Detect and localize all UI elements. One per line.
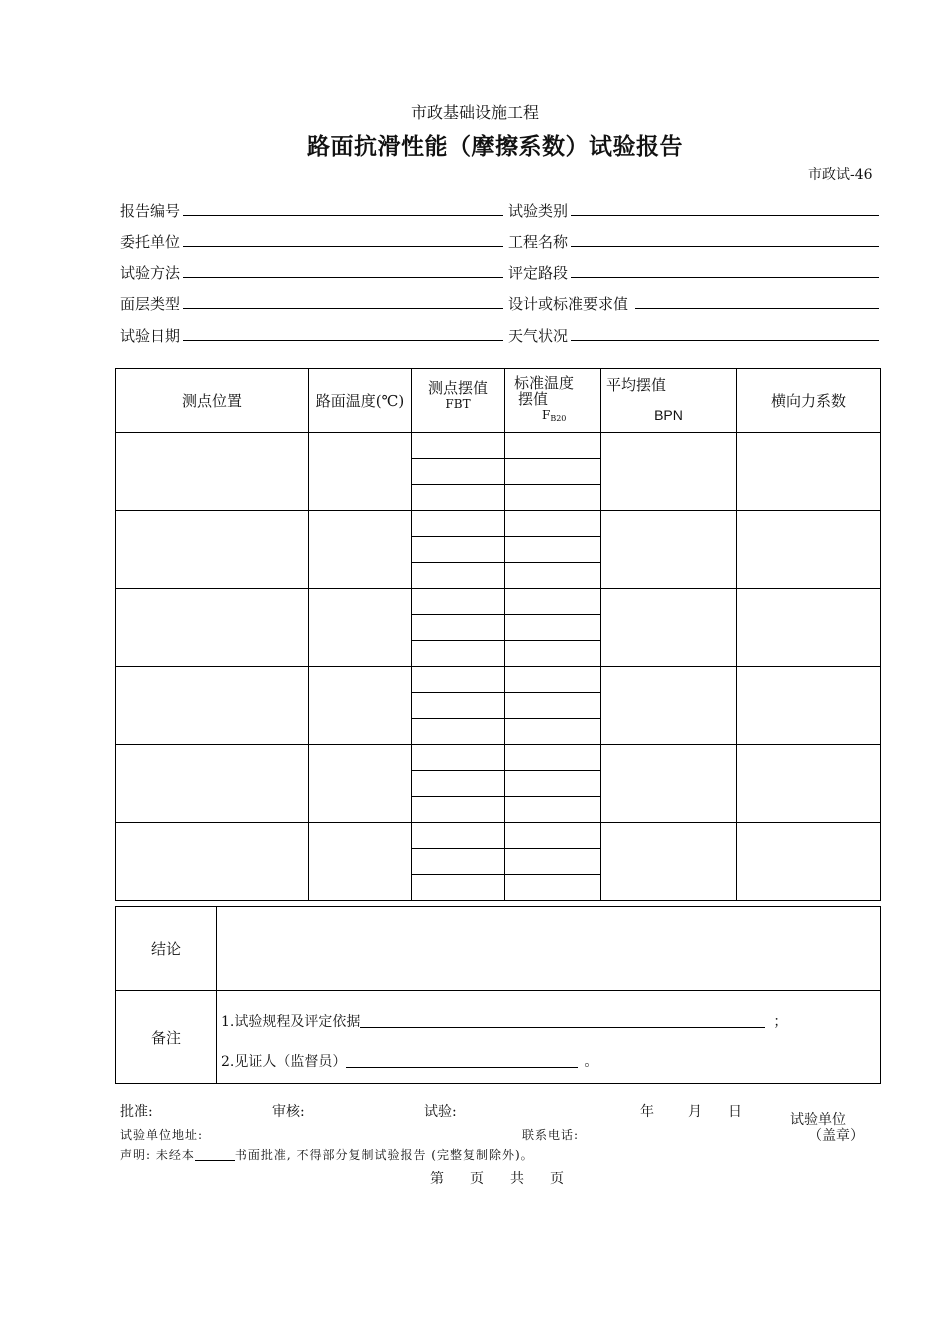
temperature-cell[interactable] bbox=[309, 589, 412, 667]
friction-data-table bbox=[115, 368, 881, 901]
pendulum-cell[interactable] bbox=[412, 459, 505, 485]
pendulum-cell[interactable] bbox=[412, 745, 505, 771]
table-row bbox=[116, 511, 881, 537]
pendulum-cell[interactable] bbox=[412, 875, 505, 901]
pendulum-cell[interactable] bbox=[412, 537, 505, 563]
pendulum-cell[interactable] bbox=[412, 641, 505, 667]
average-cell[interactable] bbox=[601, 823, 737, 901]
remarks-row bbox=[116, 991, 881, 1084]
standard-value-cell[interactable] bbox=[505, 589, 601, 615]
weather-field[interactable] bbox=[571, 340, 879, 341]
location-cell[interactable] bbox=[116, 511, 309, 589]
header-avg-line1: 平均摆值 bbox=[606, 376, 667, 394]
header-standard-temp-value bbox=[505, 369, 601, 433]
remarks-content bbox=[217, 991, 881, 1084]
table-header-row bbox=[116, 369, 881, 433]
standard-value-cell[interactable] bbox=[505, 537, 601, 563]
standard-value-cell[interactable] bbox=[505, 771, 601, 797]
remark-item-2-text: 2.见证人（监督员） bbox=[221, 1054, 347, 1070]
location-cell[interactable] bbox=[116, 745, 309, 823]
lateral-force-cell[interactable] bbox=[737, 667, 881, 745]
standard-value-cell[interactable] bbox=[505, 459, 601, 485]
project-name-field[interactable] bbox=[571, 246, 879, 247]
statement-prefix: 声明: 未经本 bbox=[120, 1148, 195, 1162]
road-section-field[interactable] bbox=[571, 277, 879, 278]
lateral-force-cell[interactable] bbox=[737, 511, 881, 589]
average-cell[interactable] bbox=[601, 589, 737, 667]
pendulum-cell[interactable] bbox=[412, 589, 505, 615]
header-std-line2: 摆值 bbox=[518, 389, 549, 408]
standard-value-cell[interactable] bbox=[505, 511, 601, 537]
statement-suffix: 书面批准, 不得部分复制试验报告 (完整复制除外)。 bbox=[234, 1148, 534, 1162]
test-method-label: 试验方法 bbox=[120, 264, 181, 282]
standard-value-cell[interactable] bbox=[505, 745, 601, 771]
standard-value-cell[interactable] bbox=[505, 615, 601, 641]
conclusion-field[interactable] bbox=[217, 907, 881, 991]
lateral-force-cell[interactable] bbox=[737, 589, 881, 667]
standard-value-cell[interactable] bbox=[505, 641, 601, 667]
surface-type-label: 面层类型 bbox=[120, 295, 181, 313]
remark-item-1 bbox=[221, 1011, 787, 1031]
statement-blank[interactable] bbox=[195, 1148, 235, 1161]
year-label: 年 bbox=[640, 1104, 654, 1120]
pendulum-cell[interactable] bbox=[412, 693, 505, 719]
standard-value-cell[interactable] bbox=[505, 875, 601, 901]
pendulum-cell[interactable] bbox=[412, 797, 505, 823]
page-di: 第 bbox=[430, 1171, 444, 1187]
page-ye-1: 页 bbox=[470, 1171, 484, 1187]
day-label: 日 bbox=[728, 1104, 742, 1120]
remark-item-2 bbox=[221, 1051, 598, 1071]
average-cell[interactable] bbox=[601, 745, 737, 823]
regulation-basis-field[interactable] bbox=[360, 1013, 765, 1028]
lateral-force-cell[interactable] bbox=[737, 745, 881, 823]
pendulum-cell[interactable] bbox=[412, 485, 505, 511]
project-name-label: 工程名称 bbox=[508, 233, 569, 251]
temperature-cell[interactable] bbox=[309, 511, 412, 589]
surface-type-field[interactable] bbox=[183, 308, 503, 309]
standard-value-cell[interactable] bbox=[505, 485, 601, 511]
header-location: 测点位置 bbox=[116, 369, 309, 433]
standard-value-cell[interactable] bbox=[505, 797, 601, 823]
page-gong: 共 bbox=[510, 1171, 524, 1187]
report-no-label: 报告编号 bbox=[120, 202, 181, 220]
document-supertitle: 市政基础设施工程 bbox=[410, 103, 539, 122]
remarks-label: 备注 bbox=[116, 991, 217, 1084]
temperature-cell[interactable] bbox=[309, 433, 412, 511]
header-pendulum-line1: 测点摆值 bbox=[427, 378, 488, 397]
lateral-force-cell[interactable] bbox=[737, 823, 881, 901]
header-pendulum-line2: FBT bbox=[445, 396, 471, 411]
average-cell[interactable] bbox=[601, 667, 737, 745]
average-cell[interactable] bbox=[601, 511, 737, 589]
remark-item-2-end: 。 bbox=[584, 1054, 599, 1070]
test-method-field[interactable] bbox=[183, 277, 503, 278]
header-pendulum-value bbox=[412, 369, 505, 433]
pendulum-cell[interactable] bbox=[412, 771, 505, 797]
client-field[interactable] bbox=[183, 246, 503, 247]
conclusion-remarks-table bbox=[115, 906, 881, 1084]
test-date-label: 试验日期 bbox=[120, 327, 181, 345]
document-title: 路面抗滑性能（摩擦系数）试验报告 bbox=[307, 133, 683, 160]
table-row bbox=[116, 745, 881, 771]
pendulum-cell[interactable] bbox=[412, 667, 505, 693]
pendulum-cell[interactable] bbox=[412, 511, 505, 537]
test-date-field[interactable] bbox=[183, 340, 503, 341]
test-category-field[interactable] bbox=[571, 215, 879, 216]
design-value-label: 设计或标准要求值 bbox=[508, 295, 629, 313]
standard-value-cell[interactable] bbox=[505, 719, 601, 745]
standard-value-cell[interactable] bbox=[505, 823, 601, 849]
average-cell[interactable] bbox=[601, 433, 737, 511]
approve-label: 批准: bbox=[120, 1104, 153, 1120]
standard-value-cell[interactable] bbox=[505, 667, 601, 693]
standard-value-cell[interactable] bbox=[505, 563, 601, 589]
header-avg-line2: BPN bbox=[654, 407, 683, 423]
review-label: 审核: bbox=[272, 1104, 305, 1120]
header-std-line1: 标准温度 bbox=[514, 373, 575, 392]
pendulum-cell[interactable] bbox=[412, 849, 505, 875]
client-label: 委托单位 bbox=[120, 233, 181, 251]
table-row bbox=[116, 433, 881, 459]
pendulum-cell[interactable] bbox=[412, 563, 505, 589]
road-section-label: 评定路段 bbox=[508, 264, 569, 282]
header-std-line3: F bbox=[542, 407, 551, 422]
location-cell[interactable] bbox=[116, 589, 309, 667]
report-no-field[interactable] bbox=[183, 215, 503, 216]
pendulum-cell[interactable] bbox=[412, 615, 505, 641]
temperature-cell[interactable] bbox=[309, 745, 412, 823]
temperature-cell[interactable] bbox=[309, 823, 412, 901]
pendulum-cell[interactable] bbox=[412, 433, 505, 459]
lateral-force-cell[interactable] bbox=[737, 433, 881, 511]
address-label: 试验单位地址: bbox=[120, 1128, 204, 1142]
table-row bbox=[116, 667, 881, 693]
temperature-cell[interactable] bbox=[309, 667, 412, 745]
witness-field[interactable] bbox=[346, 1053, 578, 1068]
location-cell[interactable] bbox=[116, 667, 309, 745]
standard-value-cell[interactable] bbox=[505, 433, 601, 459]
phone-label: 联系电话: bbox=[522, 1128, 580, 1142]
pendulum-cell[interactable] bbox=[412, 823, 505, 849]
remark-item-1-end: ； bbox=[773, 1014, 788, 1030]
page-ye-2: 页 bbox=[550, 1171, 564, 1187]
table-row bbox=[116, 823, 881, 849]
header-std-subscript: B20 bbox=[550, 413, 567, 423]
conclusion-label: 结论 bbox=[116, 907, 217, 991]
conclusion-row bbox=[116, 907, 881, 991]
test-label: 试验: bbox=[424, 1104, 457, 1120]
remark-item-1-text: 1.试验规程及评定依据 bbox=[221, 1014, 361, 1030]
test-category-label: 试验类别 bbox=[508, 202, 569, 220]
month-label: 月 bbox=[688, 1104, 702, 1120]
standard-value-cell[interactable] bbox=[505, 849, 601, 875]
header-lateral-force: 横向力系数 bbox=[737, 369, 881, 433]
header-road-temperature: 路面温度(℃) bbox=[309, 369, 412, 433]
table-row bbox=[116, 589, 881, 615]
statement bbox=[120, 1146, 534, 1163]
location-cell[interactable] bbox=[116, 433, 309, 511]
seal-label: （盖章） bbox=[808, 1128, 864, 1144]
pendulum-cell[interactable] bbox=[412, 719, 505, 745]
header-average-value bbox=[601, 369, 737, 433]
weather-label: 天气状况 bbox=[508, 327, 569, 345]
test-unit-label: 试验单位 bbox=[790, 1112, 846, 1128]
form-number: 市政试-46 bbox=[808, 167, 873, 183]
standard-value-cell[interactable] bbox=[505, 693, 601, 719]
design-value-field[interactable] bbox=[635, 308, 879, 309]
location-cell[interactable] bbox=[116, 823, 309, 901]
